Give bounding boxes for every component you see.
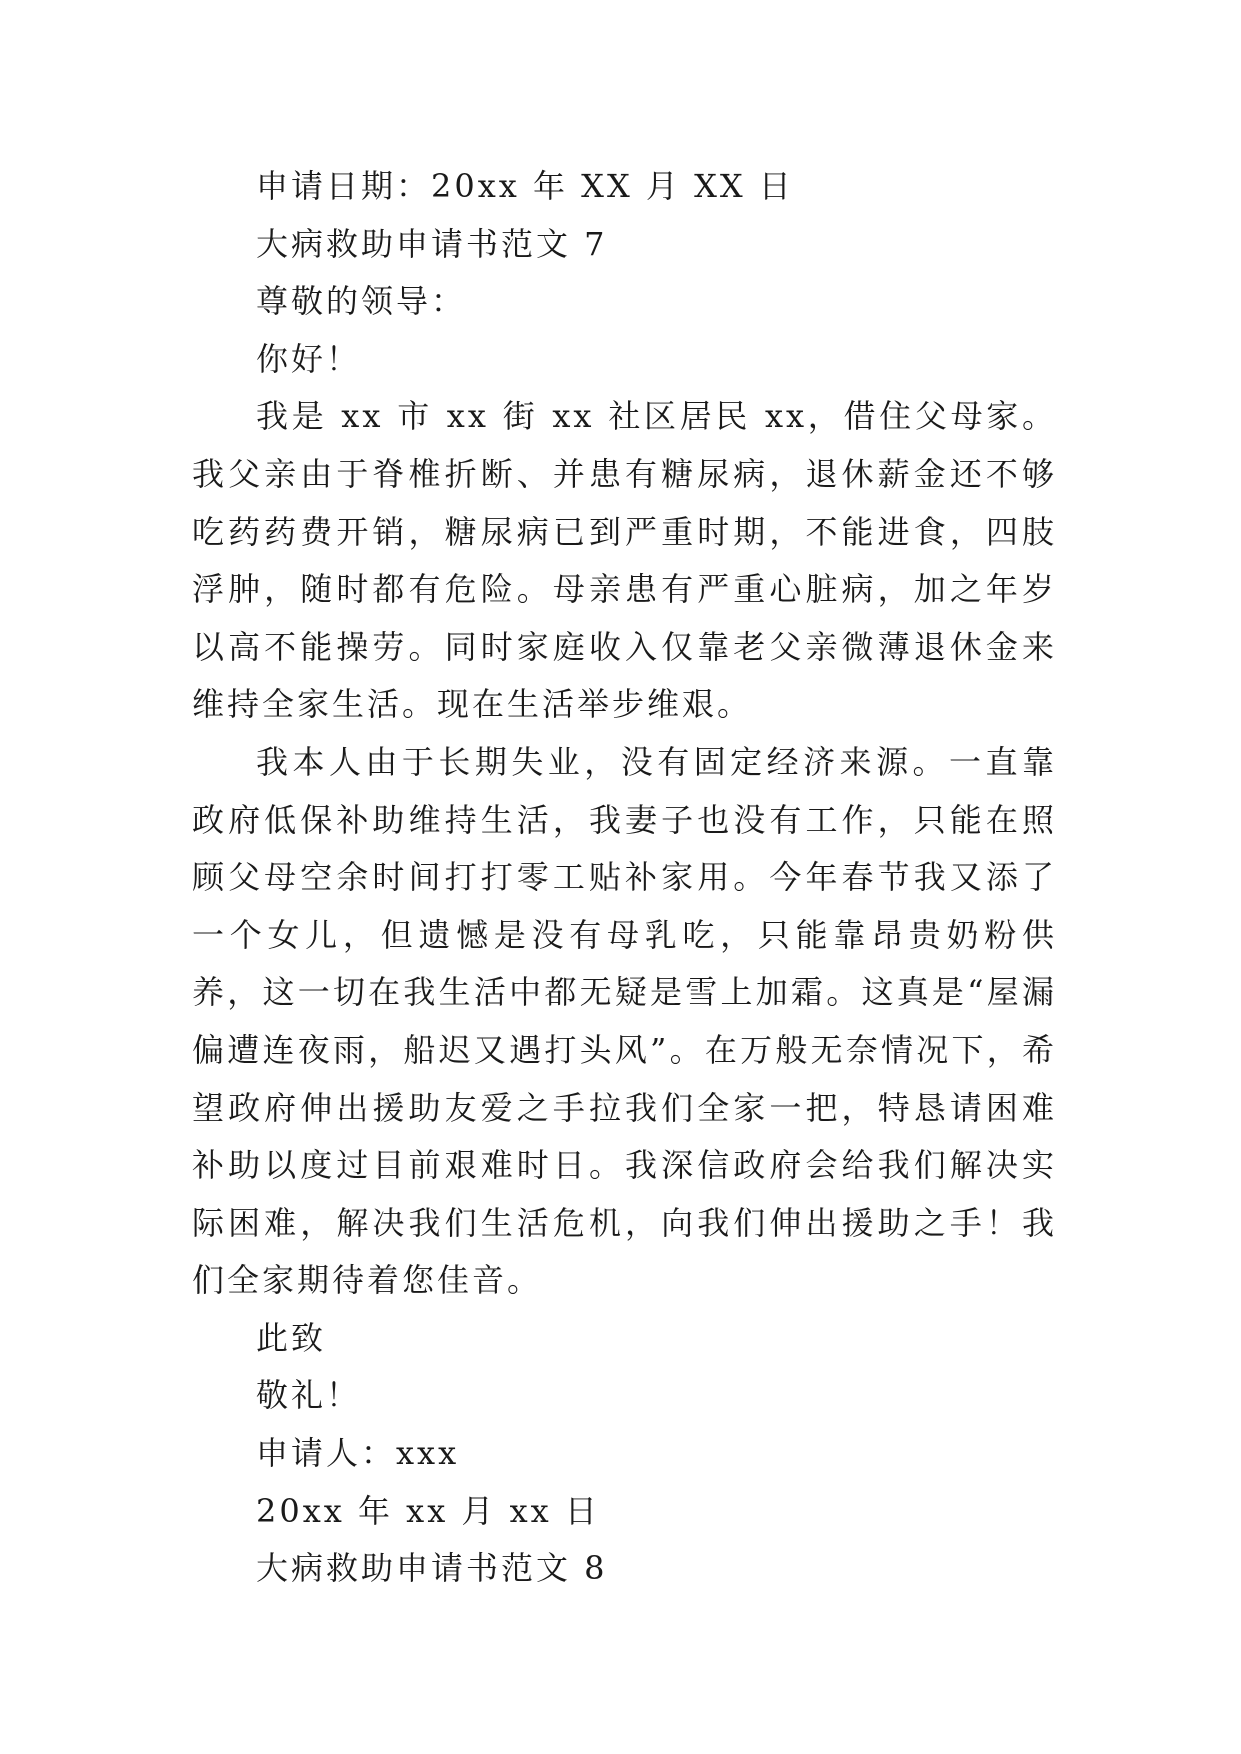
- document-body: [192, 158, 1057, 1598]
- section-title-8: 大病救助申请书范文 8: [256, 1549, 608, 1588]
- application-date: 申请日期：20xx 年 XX 月 XX 日: [256, 167, 794, 205]
- closing-regards: 此致: [256, 1318, 327, 1357]
- applicant-name: 申请人：xxx: [256, 1434, 460, 1473]
- signature-date: 20xx 年 xx 月 xx 日: [256, 1491, 600, 1530]
- section-title-7: 大病救助申请书范文 7: [256, 224, 608, 263]
- salutation: 尊敬的领导：: [256, 282, 467, 321]
- closing-salute: 敬礼！: [256, 1376, 362, 1415]
- greeting: 你好！: [256, 339, 362, 378]
- paragraph-request: 我本人由于长期失业，没有固定经济来源。一直靠政府低保补助维持生活，我妻子也没有工作，只能在照顾父母空余时间打打零工贴补家用。今年春节我又添了一个女儿，但遗憾是没有母乳吃，只能靠昂贵奶粉供养，这一切在我生活中都无疑是雪上加霜。这真是“屋漏偏遭连夜雨，船迟又遇打头风”。在万般无奈情况下，希望政府伸出援助友爱之手拉我们全家一把，特恳请困难补助以度过目前艰难时日。我深信政府会给我们解决实际困难，解决我们生活危机，向我们伸出援助之手！我们全家期待着您佳音。: [192, 742, 1057, 1300]
- paragraph-family-situation: 我是 xx 市 xx 街 xx 社区居民 xx，借住父母家。我父亲由于脊椎折断、并患有糖尿病，退休薪金还不够吃药药费开销，糖尿病已到严重时期，不能进食，四肢浮肿，随时都有危险。母亲患有严重心脏病，加之年岁以高不能操劳。同时家庭收入仅靠老父亲微薄退休金来维持全家生活。现在生活举步维艰。: [192, 397, 1057, 724]
